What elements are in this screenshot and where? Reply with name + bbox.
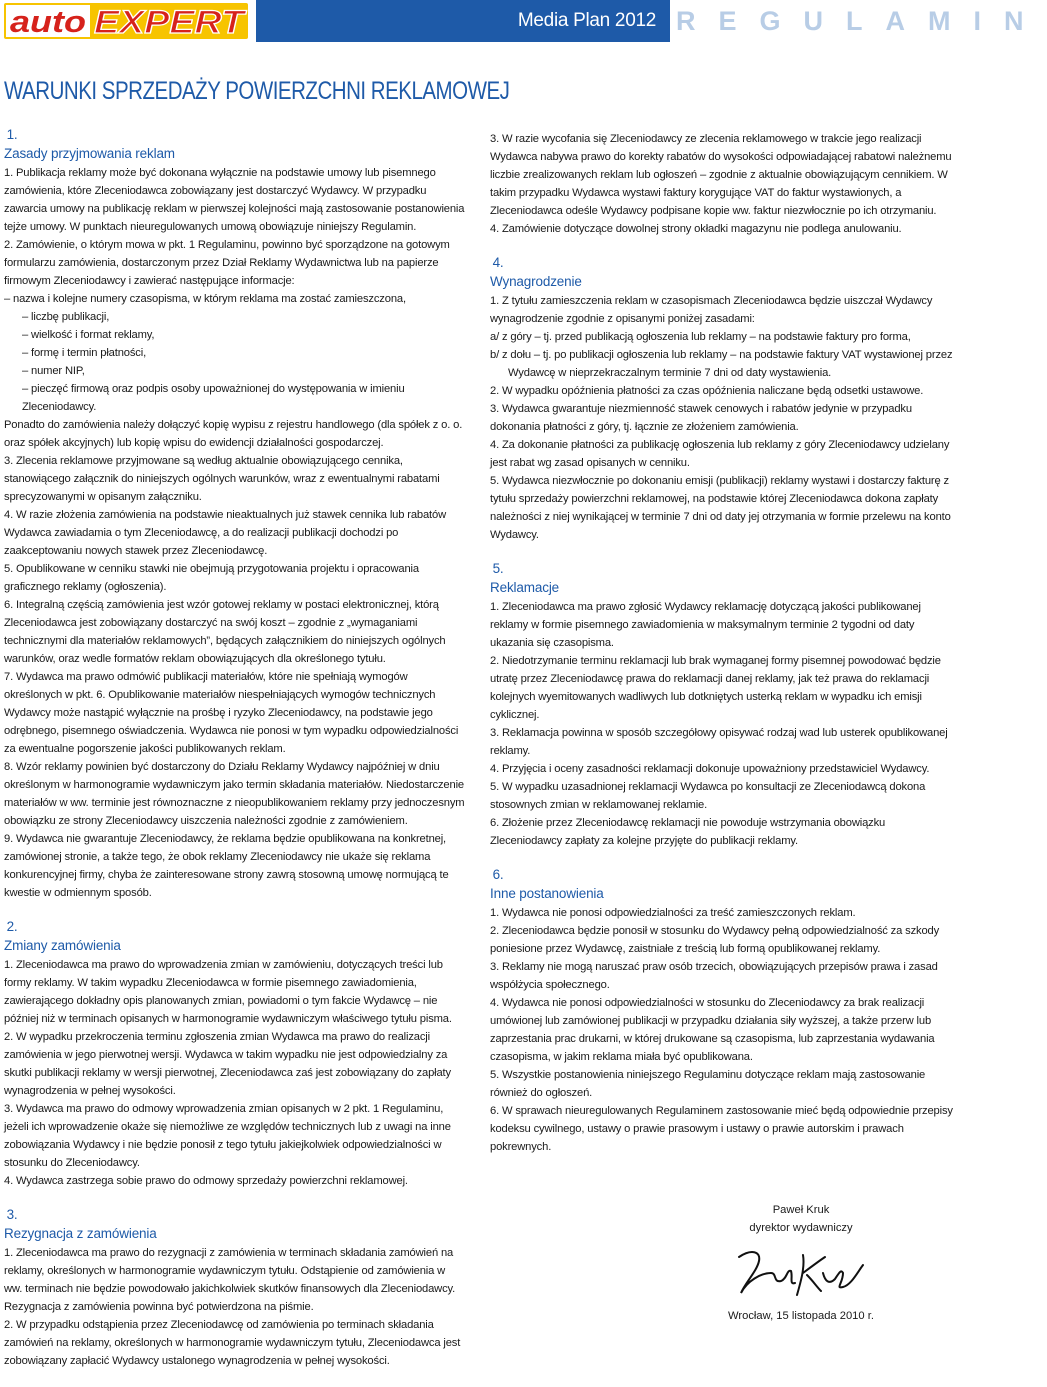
left-column [4, 126, 466, 1370]
header-blue-band [256, 0, 670, 42]
s2-paragraph-1: 1. Zleceniodawca ma prawo do wprowadzenia zmian w zamówieniu, dotyczących treści lub formy reklamy. W takim wypadku Zleceniodawca w formie pisemnego zawiadomienia, zawierającego dokładny opis planowanych zmian, powiadomi o tym fakcie Wydawcę – nie później niż w terminach opisanych w harmonogramie wydawniczym właściwego tytułu pisma. [4, 959, 452, 1025]
s5-paragraph-3: 3. Reklamacja powinna w sposób szczegółowy opisywać rodzaj wad lub usterek opublikowanej reklamy. [490, 727, 948, 757]
section-6-number: 6. [492, 867, 504, 882]
s6-paragraph-2: 2. Zleceniodawca będzie ponosił w stosunku do Wydawcy pełną odpowiedzialność za szkody poniesione przez Wydawcę, zaistniałe z treścią lub formą opublikowanej reklamy. [490, 925, 940, 955]
s5-paragraph-6: 6. Złożenie przez Zleceniodawcę reklamacji nie powoduje wstrzymania obowiązku Zleceniodawcy zapłaty za kolejne przyjęte do publikacji reklamy. [490, 817, 886, 847]
handwritten-signature-icon [731, 1243, 871, 1303]
section-3-title: Rezygnacja z zamówienia [4, 1226, 157, 1241]
place-date: Wrocław, 15 listopada 2010 r. [728, 1310, 874, 1322]
s1-list-item: – pieczęć firmową oraz podpis osoby upoważnionej do występowania w imieniu Zleceniodawcy. [22, 383, 405, 413]
s1-paragraph-3: 3. Zlecenia reklamowe przyjmowane są według aktualnie obowiązującego cennika, stanowiącego załącznik do niniejszych ogólnych warunków, wraz z ewentualnymi rabatami sprecyzowanymi w opisanym załączniku. [4, 455, 440, 503]
page-title: WARUNKI SPRZEDAŻY POWIERZCHNI REKLAMOWEJ [4, 77, 510, 105]
s1-list-item: – formę i termin płatności, [22, 347, 147, 359]
s4-paragraph-3: 3. Wydawca gwarantuje niezmienność stawek cenowych i rabatów jedynie w przypadku dokonania płatności z góry, tj. łącznie ze złożeniem zamówienia. [490, 403, 912, 433]
s4-paragraph-1b: b/ z dołu – tj. po publikacji ogłoszenia lub reklamy – na podstawie faktury VAT wystawionej przez [490, 349, 953, 361]
s5-paragraph-5: 5. W wypadku uzasadnionej reklamacji Wydawca po konsultacji ze Zleceniodawcą dokona stosownych zmian w reklamowanej reklamie. [490, 781, 926, 811]
s3-paragraph-1: 1. Zleceniodawca ma prawo do rezygnacji z zamówienia w terminach składania zamówień na reklamy, określonych w harmonogramie wydawniczym tytułu. Odstąpienie od zamówienia w ww. terminach nie będzie powodowało jakichkolwiek skutków finansowych dla Zleceniodawcy. Rezygnacja z zamówienia powinna być potwierdzona na piśmie. [4, 1247, 456, 1313]
s1-paragraph-2-label: 2. Zamówienie, o którym mowa w pkt. [4, 239, 186, 251]
section-4-number: 4. [492, 255, 504, 270]
s1-paragraph-9: 9. Wydawca nie gwarantuje Zleceniodawcy, że reklama będzie opublikowana na konkretnej, zamówionej stronie, a także tego, że obok reklamy Zleceniodawcy nie ukaże się reklama konkurencyjnej firmy, chyba że zainteresowane strony zawrą stosowną umowę normującą te kwestie w odmiennym sposób. [4, 833, 449, 899]
media-plan-label: Media Plan 2012 [517, 10, 656, 31]
s6-paragraph-6: 6. W sprawach nieuregulowanych Regulaminem zastosowanie mieć będą odpowiednie przepisy kodeksu cywilnego, ustawy o prawie prasowym i ustawy o prawie autorskim i prawach pokrewnych. [490, 1105, 953, 1153]
s1-paragraph-5: 5. Opublikowane w cenniku stawki nie obejmują przygotowania projektu i opracowania graficznego reklamy (ogłoszenia). [4, 563, 419, 593]
section-5-title: Reklamacje [490, 580, 560, 595]
signatory-name: Paweł Kruk [772, 1204, 830, 1216]
logo-auto-text: auto [10, 4, 86, 39]
s4-paragraph-4: 4. Za dokonanie płatności za publikację ogłoszenia lub reklamy z góry Zleceniodawcy udzielany jest rabat wg zasad opisanych w cenniku. [490, 439, 950, 469]
s1-paragraph-1: 1. Publikacja reklamy może być dokonana wyłącznie na podstawie umowy lub pisemnego zamówienia, które Zleceniodawca zobowiązany jest dostarczyć Wydawcy. W przypadku zawarcia umowy na publikację reklam w pierwszej kolejności mają zastosowanie postanowienia tejże umowy. W punktach nieuregulowanych umową obowiązuje niniejszy Regulamin. [4, 167, 465, 233]
s4-paragraph-1b-cont: Wydawcę w nieprzekraczalnym terminie 7 dni od daty wystawienia. [508, 367, 832, 379]
s1-paragraph-7: 7. Wydawca ma prawo odmówić publikacji materiałów, które nie spełniają wymogów określonych w pkt. 6. Opublikowanie materiałów niespełniających wymogów technicznych Wydawcy może nastąpić wyłącznie na prośbę i ryzyko Zleceniodawcy, na podstawie jego odrębnego, pisemnego oświadczenia. Wydawca nie ponosi w tym wypadku odpowiedzialności za ewentualne pogorszenie jakości publikowanych reklam. [4, 671, 459, 755]
autoexpert-logo [4, 3, 248, 39]
s6-paragraph-5: 5. Wszystkie postanowienia niniejszego Regulaminu dotyczące reklam mają zastosowanie również do ogłoszeń. [490, 1069, 926, 1099]
s1-list-item: – nazwa i kolejne numery czasopisma, w którym reklama ma zostać zamieszczona, [4, 293, 406, 305]
s6-paragraph-3: 3. Reklamy nie mogą naruszać praw osób trzecich, obowiązujących przepisów prawa i zasad współżycia społecznego. [490, 961, 938, 991]
s1-list-item: – liczbę publikacji, [22, 311, 110, 323]
regulamin-label: REGULAMIN [676, 6, 1047, 36]
s4-paragraph-5: 5. Wydawca niezwłocznie po dokonaniu emisji (publikacji) reklamy wystawi i dostarczy fakturę z tytułu sprzedaży powierzchni reklamowej, na podstawie której Zleceniodawca dokona zapłaty należności z niej wynikającej w terminie 7 dni od daty jej otrzymania w formie przelewu na konto Wydawcy. [490, 475, 951, 541]
s2-paragraph-4: 4. Wydawca zastrzega sobie prawo do odmowy sprzedaży powierzchni reklamowej. [4, 1175, 408, 1187]
s5-paragraph-4: 4. Przyjęcia i oceny zasadności reklamacji dokonuje upoważniony przedstawiciel Wydawcy. [490, 763, 930, 775]
s1-paragraph-2 [4, 236, 466, 290]
s4-paragraph-2: 2. W wypadku opóźnienia płatności za czas opóźnienia naliczane będą odsetki ustawowe. [490, 385, 924, 397]
s1-paragraph-2b: Ponadto do zamówienia należy dołączyć kopię wypisu z rejestru handlowego (dla spółek z o. o. oraz spółek akcyjnych) lub kopię wpisu do ewidencji działalności gospodarczej. [4, 419, 463, 449]
signature-block [696, 1201, 906, 1325]
s2-paragraph-2: 2. W wypadku przekroczenia terminu zgłoszenia zmian Wydawca ma prawo do realizacji zamówienia w jego pierwotnej wersji. Wydawca w takim wypadku nie jest odpowiedzialny za skutki publikacji reklamy w wersji pierwotnej, Zleceniodawca zaś jest zobowiązany do zapłaty wynagrodzenia w pełnej wysokości. [4, 1031, 451, 1097]
section-1-title: Zasady przyjmowania reklam [4, 146, 175, 161]
s6-paragraph-1: 1. Wydawca nie ponosi odpowiedzialności za treść zamieszczonych reklam. [490, 907, 856, 919]
logo-expert-text: EXPERT [94, 4, 247, 40]
s5-paragraph-1: 1. Zleceniodawca ma prawo zgłosić Wydawcy reklamację dotyczącą jakości publikowanej reklamy w formie pisemnego zawiadomienia w maksymalnym terminie 2 tygodni od daty ukazania się czasopisma. [490, 601, 921, 649]
section-5-number: 5. [492, 561, 504, 576]
s1-list-item: – numer NIP, [22, 365, 85, 377]
s6-paragraph-4: 4. Wydawca nie ponosi odpowiedzialności w stosunku do Zleceniodawcy za brak realizacji umówionej lub zamówionej publikacji w przypadku działania siły wyższej, a także przerw lub zaprzestania prac drukarni, w której drukowane są czasopisma, lub zaprzestania wydawania czasopisma, w jakim reklama miała być opublikowana. [490, 997, 935, 1063]
s1-list-item: – wielkość i format reklamy, [22, 329, 155, 341]
s5-paragraph-2: 2. Niedotrzymanie terminu reklamacji lub brak wymaganej formy pisemnej powodować będzie utratę przez Zleceniodawcę prawa do reklamacji danej reklamy, jak też prawa do reklamacji kolejnych wyemitowanych wadliwych lub dotkniętych usterką reklam w wypadku ich emisji cyklicznej. [490, 655, 941, 721]
section-1-number: 1. [6, 127, 18, 142]
s4-paragraph-1: 1. Z tytułu zamieszczenia reklam w czasopismach Zleceniodawca będzie uiszczał Wydawcy wynagrodzenie zgodnie z opisanymi poniżej zasadami: [490, 295, 933, 325]
s1-paragraph-4: 4. W razie złożenia zamówienia na podstawie nieaktualnych już stawek cennika lub rabatów Wydawca zawiadamia o tym Zleceniodawcę, a do realizacji publikacji dochodzi po zaakceptowaniu nowych stawek przez Zleceniodawcę. [4, 509, 447, 557]
section-3-number: 3. [6, 1207, 18, 1222]
right-column [490, 130, 956, 1156]
s3-paragraph-2: 2. W przypadku odstąpienia przez Zleceniodawcę od zamówienia po terminach składania zamówień na reklamy, określonych w harmonogramie wydawniczym tytułu, Zleceniodawca jest zobowiązany zapłacić Wydawcy ustalonego wynagrodzenia w pełnej wysokości. [4, 1319, 461, 1367]
s4-paragraph-1a: a/ z góry – tj. przed publikacją ogłoszenia lub reklamy – na podstawie faktury pro forma, [490, 331, 911, 343]
signatory-role: dyrektor wydawniczy [749, 1222, 853, 1234]
s3-paragraph-4: 4. Zamówienie dotyczące dowolnej strony okładki magazynu nie podlega anulowaniu. [490, 223, 902, 235]
section-6-title: Inne postanowienia [490, 886, 604, 901]
header-bar [0, 0, 1047, 42]
s1-paragraph-6: 6. Integralną częścią zamówienia jest wzór gotowej reklamy w postaci elektronicznej, którą Zleceniodawca jest zobowiązany dostarczyć na swój koszt – zgodnie z „wymaganiami technicznymi dla materiałów reklamowych”, będących załącznikiem do niniejszych ogólnych warunków, oraz wedle formatów reklam obowiązujących dla określonego tytułu. [4, 599, 446, 665]
section-4-title: Wynagrodzenie [490, 274, 582, 289]
s3-paragraph-3: 3. W razie wycofania się Zleceniodawcy ze zlecenia reklamowego w trakcie jego realizacji Wydawca nabywa prawo do korekty rabatów do wysokości odpowiadającej rabatowi należnemu liczbie zrealizowanych reklam lub ogłoszeń – zgodnie z aktualnie obowiązującym cennikiem. W takim przypadku Wydawca wystawi faktury korygujące VAT do faktur wystawionych, a Zleceniodawca odeśle Wydawcy podpisane kopie ww. faktur niezwłocznie po ich otrzymaniu. [490, 133, 952, 217]
s1-paragraph-2-text: 1 Regulaminu, powinno być sporządzone na gotowym formularzu zamówienia, dostarczonym przez Dział Reklamy Wydawnictwa lub na papierze firmowym Zleceniodawcy i zawierać następujące informacje: [4, 239, 450, 287]
section-2-title: Zmiany zamówienia [4, 938, 121, 953]
s1-paragraph-8: 8. Wzór reklamy powinien być dostarczony do Działu Reklamy Wydawcy najpóźniej w dniu określonym w harmonogramie wydawniczym jako termin składania materiałów. Niedostarczenie materiałów w ww. terminie jest równoznaczne z nieopublikowaniem reklamy przy jednoczesnym obowiązku ze strony Zleceniodawcy uiszczenia należności zgodnie z zamówieniem. [4, 761, 465, 827]
section-2-number: 2. [6, 919, 18, 934]
s2-paragraph-3: 3. Wydawca ma prawo do odmowy wprowadzenia zmian opisanych w 2 pkt. 1 Regulaminu, jeżeli ich wprowadzenie okaże się niemożliwe ze względów technicznych lub z uwagi na inne zobowiązania Wydawcy i nie będzie ponosił z tego tytułu jakiejkolwiek odpowiedzialności w stosunku do Zleceniodawcy. [4, 1103, 451, 1169]
